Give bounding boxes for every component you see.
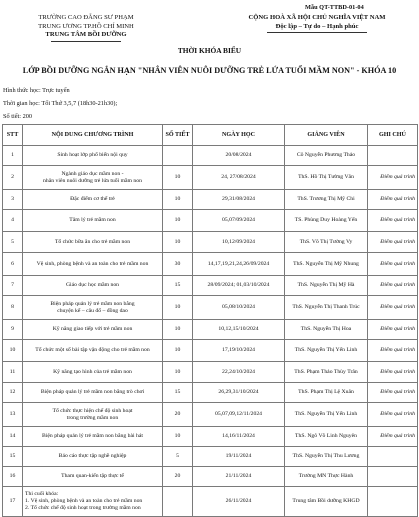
row-stt: 9	[3, 320, 23, 340]
row-note: Điểm quá trình	[368, 210, 418, 232]
motto-line-1: CỘNG HOÀ XÃ HỘI CHỦ NGHĨA VIỆT NAM	[248, 14, 386, 21]
row-content	[23, 320, 163, 340]
teacher-name: ThS. Nguyễn Thị Hoa	[300, 326, 352, 332]
row-content	[23, 340, 163, 362]
row-note	[368, 467, 418, 487]
row-note: Điểm quá trình	[368, 253, 418, 276]
content-line: Tổ chức bữa ăn cho trẻ mầm non	[54, 238, 131, 245]
table-row	[3, 166, 418, 190]
row-note: Điểm quá trình	[368, 362, 418, 383]
table-row	[3, 296, 418, 320]
row-periods: 10	[163, 427, 193, 447]
table-row	[3, 362, 418, 383]
row-content	[23, 190, 163, 210]
form-code: Mẫu QT-TTBD-01-04	[305, 4, 364, 11]
row-teacher	[285, 447, 368, 467]
row-teacher	[285, 427, 368, 447]
row-teacher	[285, 276, 368, 296]
row-note: Điểm quá trình	[368, 232, 418, 253]
header-stt: STT	[3, 125, 23, 146]
header-periods: SỐ TIẾT	[163, 125, 193, 146]
schedule-table	[2, 124, 418, 517]
row-date: 05,07/09/2024	[193, 210, 285, 232]
row-periods: 10	[163, 166, 193, 190]
table-row	[3, 210, 418, 232]
row-stt: 15	[3, 447, 23, 467]
content-line: trong trường mầm non	[66, 414, 119, 421]
content-line: Thi cuối khóa:	[25, 491, 59, 497]
row-periods: 5	[163, 447, 193, 467]
row-note: Điểm quá trình	[368, 276, 418, 296]
content-line: Tâm lý trẻ mầm non	[69, 217, 116, 223]
row-teacher	[285, 320, 368, 340]
teacher-name: ThS. Nguyễn Thị Thu Lương	[292, 453, 360, 459]
row-stt: 6	[3, 253, 23, 276]
teacher-name: ThS. Ngô Võ Linh Nguyên	[295, 433, 357, 439]
content-line: Kỹ năng tạo hình của trẻ mầm non	[53, 368, 132, 375]
header-content: NỘI DUNG CHƯƠNG TRÌNH	[23, 125, 163, 146]
row-teacher	[285, 340, 368, 362]
row-stt: 11	[3, 362, 23, 383]
institution-header	[6, 14, 166, 42]
teacher-name: ThS. Nguyễn Thị Yến Linh	[294, 411, 358, 417]
teacher-name: TS. Phùng Duy Hoàng Yến	[294, 217, 358, 223]
table-row	[3, 253, 418, 276]
header-date: NGÀY HỌC	[193, 125, 285, 146]
row-stt: 4	[3, 210, 23, 232]
row-date: 22,24/10/2024	[193, 362, 285, 383]
table-row	[3, 383, 418, 403]
row-stt: 3	[3, 190, 23, 210]
institution-line-3: TRUNG TÂM BỒI DƯỠNG	[45, 31, 127, 39]
row-teacher	[285, 253, 368, 276]
content-line: Biện pháp quản lý trẻ mầm non bằng trò chơi	[40, 389, 145, 395]
table-row	[3, 232, 418, 253]
row-date: 10,12/09/2024	[193, 232, 285, 253]
study-format: Hình thức học: Trực tuyến	[3, 87, 70, 94]
row-periods: 10	[163, 362, 193, 383]
row-content	[23, 232, 163, 253]
row-teacher	[285, 383, 368, 403]
row-teacher	[285, 296, 368, 320]
row-periods: 10	[163, 340, 193, 362]
institution-line-1: TRƯỜNG CAO ĐẲNG SƯ PHẠM	[38, 14, 134, 21]
row-periods: 15	[163, 383, 193, 403]
header-teacher: GIẢNG VIÊN	[285, 125, 368, 146]
row-note	[368, 146, 418, 166]
table-row	[3, 447, 418, 467]
row-date: 26/11/2024	[193, 487, 285, 517]
row-stt: 1	[3, 146, 23, 166]
row-note	[368, 447, 418, 467]
table-row	[3, 427, 418, 447]
row-note: Điểm quá trình	[368, 427, 418, 447]
table-row	[3, 487, 418, 517]
document-title: THỜI KHÓA BIỂU	[177, 46, 242, 55]
row-note: Điểm quá trình	[368, 320, 418, 340]
teacher-name: ThS. Nguyễn Thị Mỹ Hà	[297, 282, 355, 288]
institution-underline	[51, 41, 121, 42]
content-line: Báo cáo thực tập nghề nghiệp	[58, 453, 127, 459]
row-stt: 12	[3, 383, 23, 403]
row-stt: 16	[3, 467, 23, 487]
table-row	[3, 340, 418, 362]
row-teacher	[285, 232, 368, 253]
content-line: Biện pháp quản lý trẻ mầm non bằng	[50, 300, 135, 307]
row-date: 19/11/2024	[193, 447, 285, 467]
row-stt: 14	[3, 427, 23, 447]
row-date: 20/08/2024	[193, 146, 285, 166]
row-date: 21/11/2024	[193, 467, 285, 487]
row-periods: 20	[163, 467, 193, 487]
header-note: GHI CHÚ	[368, 125, 418, 146]
content-line: 2. Tổ chức chế độ sinh hoạt trong trường mầm non	[25, 505, 141, 511]
content-line: Vệ sinh, phòng bệnh và an toàn cho trẻ mầm non	[36, 260, 149, 267]
motto-line-2: Độc lập – Tự do – Hạnh phúc	[275, 22, 359, 30]
table-row	[3, 190, 418, 210]
teacher-name: ThS. Phạm Thảo Thùy Trân	[294, 368, 358, 375]
row-teacher	[285, 403, 368, 427]
row-note: Điểm quá trình	[368, 190, 418, 210]
content-line: Biện pháp quản lý trẻ mầm non bằng bài hát	[42, 433, 143, 439]
row-content	[23, 362, 163, 383]
national-motto	[222, 14, 412, 33]
row-stt: 5	[3, 232, 23, 253]
teacher-name: Trung tâm Bồi dưỡng KHGD	[292, 498, 360, 504]
teacher-name: ThS. Trương Thị Mỹ Chi	[297, 196, 355, 202]
row-teacher	[285, 467, 368, 487]
row-date: 05,07,09,12/11/2024	[193, 403, 285, 427]
row-periods: 10	[163, 232, 193, 253]
teacher-name: Trường MN Thực Hành	[298, 473, 354, 479]
table-header-row	[3, 125, 418, 146]
row-date: 29,31/08/2024	[193, 190, 285, 210]
row-content	[23, 487, 163, 517]
row-date: 17,19/10/2024	[193, 340, 285, 362]
row-periods: 30	[163, 253, 193, 276]
row-content	[23, 447, 163, 467]
row-periods: 10	[163, 190, 193, 210]
content-line: 1. Vệ sinh, phòng bệnh và an toàn cho trẻ mầm non	[25, 498, 143, 504]
row-note: Điểm quá trình	[368, 403, 418, 427]
row-content	[23, 253, 163, 276]
table-row	[3, 146, 418, 166]
row-content	[23, 146, 163, 166]
row-date: 26,29,31/10/2024	[193, 383, 285, 403]
content-line: Giáo dục học mầm non	[65, 282, 120, 288]
row-date: 24, 27/08/2024	[193, 166, 285, 190]
row-content	[23, 467, 163, 487]
table-row	[3, 403, 418, 427]
row-periods: 10	[163, 296, 193, 320]
content-line: Đặc điểm cơ thể trẻ	[70, 196, 115, 202]
content-line: Tổ chức một số bài tập vận động cho trẻ mầm non	[35, 347, 150, 353]
teacher-name: Cô Nguyễn Phương Thảo	[296, 152, 356, 158]
row-note: Điểm quá trình	[368, 166, 418, 190]
row-periods	[163, 146, 193, 166]
teacher-name: ThS. Hồ Thị Tường Vân	[298, 174, 354, 180]
table-row	[3, 467, 418, 487]
row-content	[23, 296, 163, 320]
row-teacher	[285, 190, 368, 210]
teacher-name: ThS. Võ Thị Tường Vy	[299, 238, 353, 245]
row-periods: 10	[163, 320, 193, 340]
row-stt: 10	[3, 340, 23, 362]
row-teacher	[285, 362, 368, 383]
table-row	[3, 276, 418, 296]
row-teacher	[285, 210, 368, 232]
row-date: 14,16/11/2024	[193, 427, 285, 447]
row-teacher	[285, 487, 368, 517]
row-date: 28/09/2024; 01,03/10/2024	[193, 276, 285, 296]
table-row	[3, 320, 418, 340]
table-body	[3, 146, 418, 517]
content-line: Sinh hoạt lớp phổ biến nội quy	[57, 152, 128, 158]
row-stt: 2	[3, 166, 23, 190]
row-content	[23, 403, 163, 427]
row-periods: 20	[163, 403, 193, 427]
content-line: Tham quan-kiến tập thực tế	[61, 473, 124, 479]
institution-line-2: TRUNG ƯƠNG TP.HỒ CHÍ MINH	[38, 22, 134, 30]
row-content	[23, 383, 163, 403]
row-note: Điểm quá trình	[368, 383, 418, 403]
row-date: 05,08/10/2024	[193, 296, 285, 320]
row-content	[23, 427, 163, 447]
row-teacher	[285, 166, 368, 190]
row-date: 14,17,19,21,24,26/09/2024	[193, 253, 285, 276]
row-note	[368, 487, 418, 517]
row-note: Điểm quá trình	[368, 340, 418, 362]
content-line: Tổ chức thực hiện chế độ sinh hoạt	[52, 407, 133, 414]
content-line: Ngành giáo dục mầm non -	[61, 170, 124, 177]
motto-underline	[267, 32, 367, 33]
content-line: Kỹ năng giao tiếp với trẻ mầm non	[52, 326, 133, 332]
row-stt: 8	[3, 296, 23, 320]
teacher-name: ThS. Nguyễn Thị Mỹ Nhung	[293, 260, 359, 267]
row-stt: 17	[3, 487, 23, 517]
row-periods	[163, 487, 193, 517]
row-content	[23, 210, 163, 232]
row-content	[23, 166, 163, 190]
row-content	[23, 276, 163, 296]
total-periods: Số tiết: 200	[3, 113, 33, 120]
row-periods: 10	[163, 210, 193, 232]
teacher-name: ThS. Nguyễn Thị Yến Linh	[294, 347, 358, 353]
row-date: 10,12,15/10/2024	[193, 320, 285, 340]
row-periods: 15	[163, 276, 193, 296]
row-teacher	[285, 146, 368, 166]
course-title: LỚP BỒI DƯỠNG NGẮN HẠN "NHÂN VIÊN NUÔI DƯỠNG TRẺ LỨA TUỔI MẦM NON" - KHÓA 10	[22, 66, 397, 75]
content-line: chuyện kể – câu đố – đồng dao	[57, 307, 128, 314]
content-line: nhân viên nuôi dưỡng trẻ lứa tuổi mầm non	[43, 177, 142, 184]
row-stt: 7	[3, 276, 23, 296]
teacher-name: ThS. Phạm Thị Lệ Xuân	[298, 389, 354, 395]
study-time: Thời gian học: Tối Thứ 3,5,7 (18h30-21h30);	[3, 100, 118, 107]
row-stt: 13	[3, 403, 23, 427]
row-note: Điểm quá trình	[368, 296, 418, 320]
teacher-name: ThS. Nguyễn Thị Thanh Trúc	[292, 304, 360, 310]
